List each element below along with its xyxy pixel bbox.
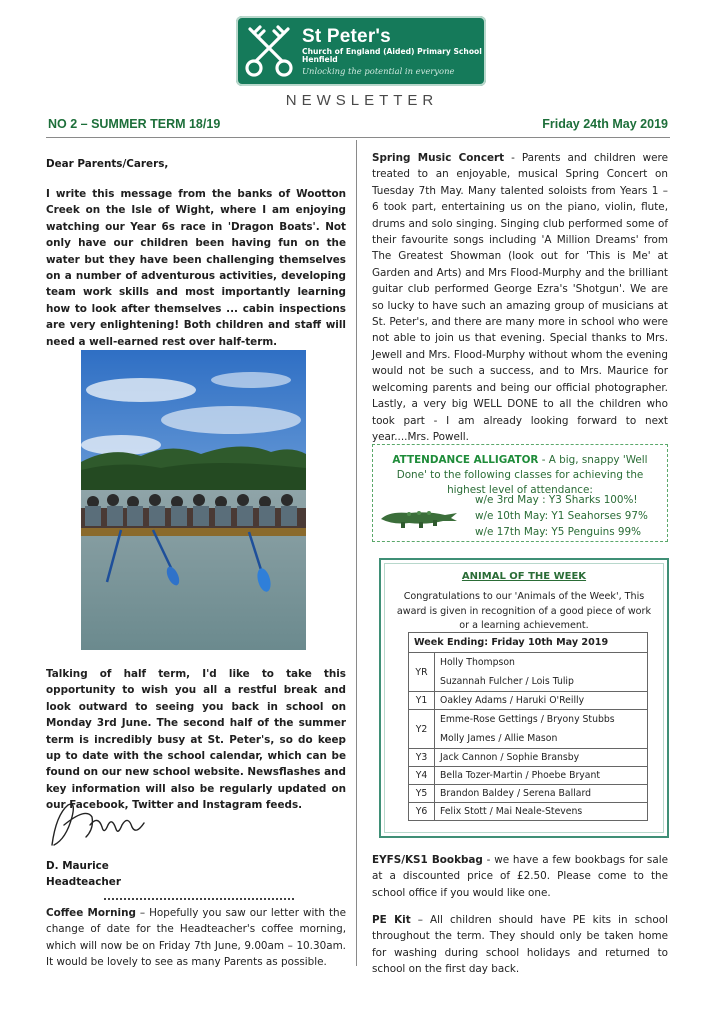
table-row xyxy=(409,749,648,767)
animal-of-the-week-box xyxy=(379,558,669,838)
table-row xyxy=(409,767,648,785)
pekit-heading: PE Kit xyxy=(372,914,411,926)
attendance-line: w/e 10th May: Y1 Seahorses 97% xyxy=(475,510,648,522)
signer-role: Headteacher xyxy=(46,876,121,888)
table-row xyxy=(409,803,648,821)
table-header: Week Ending: Friday 10th May 2019 xyxy=(409,633,648,653)
names-cell: Felix Stott / Mai Neale-Stevens xyxy=(435,803,648,821)
newsletter-title: NEWSLETTER xyxy=(285,92,439,109)
coffee-heading: Coffee Morning xyxy=(46,907,136,919)
year-cell: Y4 xyxy=(409,767,435,785)
attendance-box xyxy=(372,444,668,542)
coffee-text: – Hopefully you saw our letter with the change of date for the Headteacher's coffee morning, which will now be on Friday 7th June, 9.00am – 10.30am. It would be lovely to see as many Parents as possible. xyxy=(46,907,347,969)
names-cell: Bella Tozer-Martin / Phoebe Bryant xyxy=(435,767,648,785)
attendance-line: w/e 3rd May : Y3 Sharks 100%! xyxy=(475,494,638,506)
column-divider xyxy=(356,140,357,966)
music-concert-section xyxy=(372,150,668,445)
school-subtitle: Church of England (Aided) Primary School xyxy=(302,46,482,56)
bookbag-section xyxy=(372,852,668,901)
pekit-text: – All children should have PE kits in school throughout the term. They should only be taken home for washing during school holidays and returned to school on the first day back. xyxy=(372,914,668,976)
letter-paragraph-1: I write this message from the banks of Wootton Creek on the Isle of Wight, where I am enjoying watching our Year 6s race in 'Dragon Boats'. Not only have our children been having fun on the water but they have been challenging themselves on a number of adventurous activities, developing team work skills and most importantly learning how to look after themselves ... cabin inspections are very enlightening! Both children and staff will need a well-earned rest over half-term. xyxy=(46,188,346,348)
dotted-divider xyxy=(104,898,294,900)
crossed-keys-icon xyxy=(242,23,296,79)
bookbag-heading: EYFS/KS1 Bookbag xyxy=(372,854,483,866)
table-row xyxy=(409,710,648,749)
names-cell: Oakley Adams / Haruki O'Reilly xyxy=(435,692,648,710)
concert-heading: Spring Music Concert xyxy=(372,152,505,164)
letter-paragraph-2: Talking of half term, I'd like to take this opportunity to wish you all a restful break and look outward to seeing you back in school on Monday 3rd June. The second half of the summer term is incredibly busy at St. Peter's, so do keep up to date with the school calendar, which can be found on our new school website. Newsflashes and key information will also be regularly updated on our Facebook, Twitter and Instagram feeds. xyxy=(46,668,346,812)
year-cell: Y5 xyxy=(409,785,435,803)
names-cell: Emme-Rose Gettings / Bryony Stubbs Molly James / Allie Mason xyxy=(435,710,648,749)
year-cell: Y3 xyxy=(409,749,435,767)
table-header-row xyxy=(409,633,648,653)
school-motto: Unlocking the potential in everyone xyxy=(302,65,455,76)
names-cell: Jack Cannon / Sophie Bransby xyxy=(435,749,648,767)
issue-label: NO 2 – SUMMER TERM 18/19 xyxy=(48,117,221,131)
aotw-intro: Congratulations to our 'Animals of the Week', This award is given in recognition of a good piece of work or a learning achievement. xyxy=(396,591,652,631)
bookbag-text: - we have a few bookbags for sale at a discounted price of £2.50. Please come to the school office if you would like one. xyxy=(372,854,668,899)
table-row xyxy=(409,653,648,692)
school-place: Henfield xyxy=(302,54,338,64)
signature-block xyxy=(46,858,121,890)
year-cell: Y6 xyxy=(409,803,435,821)
header-rule xyxy=(46,137,670,138)
pe-kit-section xyxy=(372,912,668,978)
headteacher-signature xyxy=(46,795,156,851)
letter-greeting: Dear Parents/Carers, xyxy=(46,158,169,170)
attendance-heading: ATTENDANCE ALLIGATOR xyxy=(392,454,539,466)
table-row xyxy=(409,785,648,803)
coffee-morning-section xyxy=(46,905,346,971)
attendance-line: w/e 17th May: Y5 Penguins 99% xyxy=(475,526,642,538)
year-cell: Y2 xyxy=(409,710,435,749)
issue-date: Friday 24th May 2019 xyxy=(542,117,668,131)
concert-text: - Parents and children were treated to an enjoyable, musical Spring Concert on Tuesday 7th May. Many talented soloists from Years 1 – 6 took part, entertaining us on the piano, violin, flute, drums and solo singing. Singing club performed some of their favourite songs including 'A Million Dreams' from The Greatest Showman (look out for 'This is Me' at Garden and Arts) and Mrs Flood-Murphy and the brilliant guitar club performed George Ezra's 'Shotgun'. We are so lucky to have such an amazing group of musicians at St. Peter's, and there are many more in school who were not able to join us that evening. Special thanks to Mrs. Jewell and Mrs. Flood-Murphy without whom the evening would not be such a success, and to Mrs. Maurice for welcoming parents and being our official photographer. Lastly, a very big WELL DONE to all the children who took part - I am already looking forward to next year....Mrs. Powell. xyxy=(372,152,668,443)
signer-name: D. Maurice xyxy=(46,860,109,872)
aotw-title: ANIMAL OF THE WEEK xyxy=(461,571,587,582)
headteacher-letter xyxy=(46,158,346,350)
table-row xyxy=(409,692,648,710)
year-cell: YR xyxy=(409,653,435,692)
dragon-boat-photo xyxy=(81,350,306,650)
school-name: St Peter's xyxy=(302,25,391,47)
year-cell: Y1 xyxy=(409,692,435,710)
attendance-intro: ATTENDANCE ALLIGATOR - A big, snappy 'Well Done' to the following classes for achieving the highest level of attendance: xyxy=(392,454,648,496)
alligator-icon xyxy=(379,503,459,529)
school-logo xyxy=(236,16,486,86)
aotw-table xyxy=(408,632,648,821)
names-cell: Holly Thompson Suzannah Fulcher / Lois Tulip xyxy=(435,653,648,692)
names-cell: Brandon Baldey / Serena Ballard xyxy=(435,785,648,803)
